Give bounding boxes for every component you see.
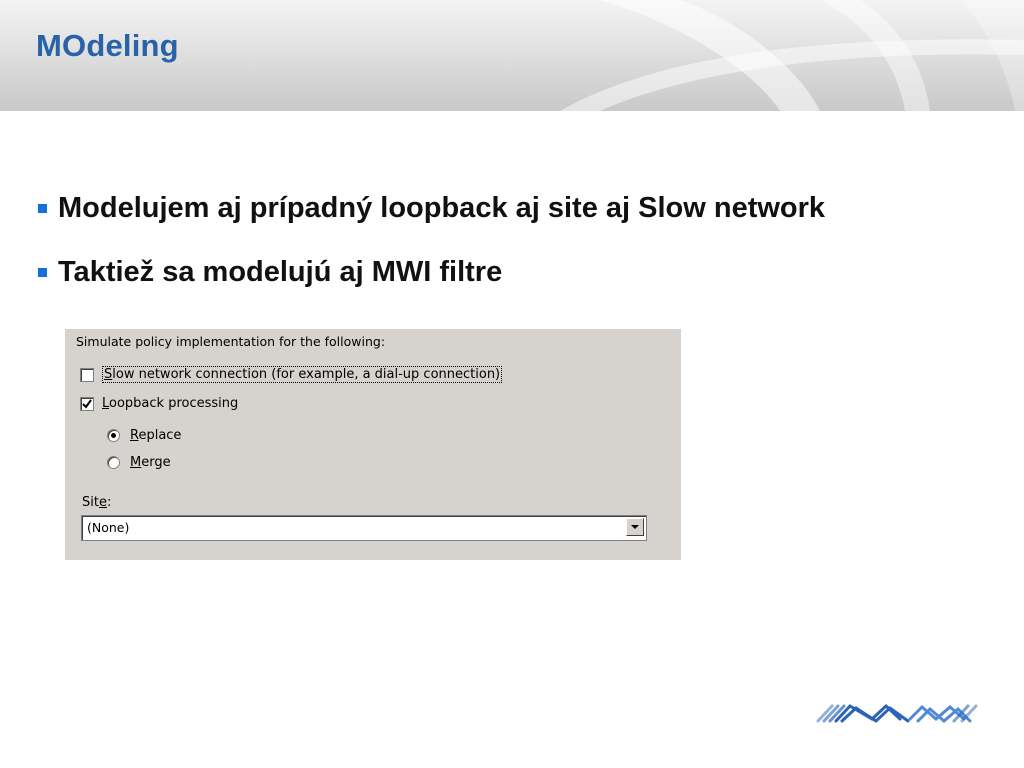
slow-network-label bbox=[102, 366, 502, 383]
site-label-pre: Sit bbox=[82, 495, 99, 510]
site-dropdown-button[interactable] bbox=[626, 518, 644, 536]
merge-option[interactable] bbox=[107, 455, 171, 470]
slow-network-checkbox[interactable] bbox=[80, 368, 94, 382]
bullet-item bbox=[38, 252, 825, 292]
replace-radio[interactable] bbox=[107, 429, 120, 442]
slide-title: MOdeling bbox=[36, 28, 179, 63]
loopback-label-text: oopback processing bbox=[109, 396, 239, 411]
site-dropdown[interactable] bbox=[81, 515, 647, 541]
bullet-square-icon bbox=[38, 204, 47, 213]
merge-mnemonic: M bbox=[130, 455, 142, 470]
site-label-post: : bbox=[106, 495, 112, 510]
radio-dot-icon bbox=[111, 433, 116, 438]
dropdown-arrow-icon bbox=[631, 525, 639, 530]
bullet-text: Taktiež sa modelujú aj MWI filtre bbox=[58, 255, 503, 288]
site-label bbox=[82, 495, 111, 510]
slide-header bbox=[0, 0, 1024, 111]
merge-label-text: erge bbox=[141, 455, 171, 470]
replace-mnemonic: R bbox=[130, 428, 139, 443]
merge-radio[interactable] bbox=[107, 456, 120, 469]
replace-label-text: eplace bbox=[138, 428, 182, 443]
replace-label bbox=[130, 428, 181, 443]
bullet-item bbox=[38, 188, 825, 228]
loopback-mnemonic: L bbox=[102, 396, 110, 411]
dialog-heading: Simulate policy implementation for the following: bbox=[76, 334, 386, 349]
site-dropdown-value: (None) bbox=[87, 520, 130, 535]
replace-option[interactable] bbox=[107, 428, 181, 443]
slow-network-option[interactable] bbox=[80, 366, 502, 383]
bullet-list bbox=[38, 188, 825, 316]
policy-simulation-dialog bbox=[65, 329, 681, 560]
checkmark-icon bbox=[82, 399, 92, 409]
loopback-checkbox[interactable] bbox=[80, 397, 94, 411]
loopback-label bbox=[102, 396, 238, 411]
merge-label bbox=[130, 455, 171, 470]
mwi-logo bbox=[814, 703, 978, 725]
slow-network-mnemonic: S bbox=[104, 367, 113, 382]
loopback-option[interactable] bbox=[80, 396, 238, 411]
site-label-mnemonic: e bbox=[98, 495, 107, 510]
bullet-square-icon bbox=[38, 268, 47, 277]
slow-network-label-text: low network connection (for example, a dial-up connection) bbox=[112, 367, 501, 382]
bullet-text: Modelujem aj prípadný loopback aj site aj Slow network bbox=[58, 191, 826, 224]
